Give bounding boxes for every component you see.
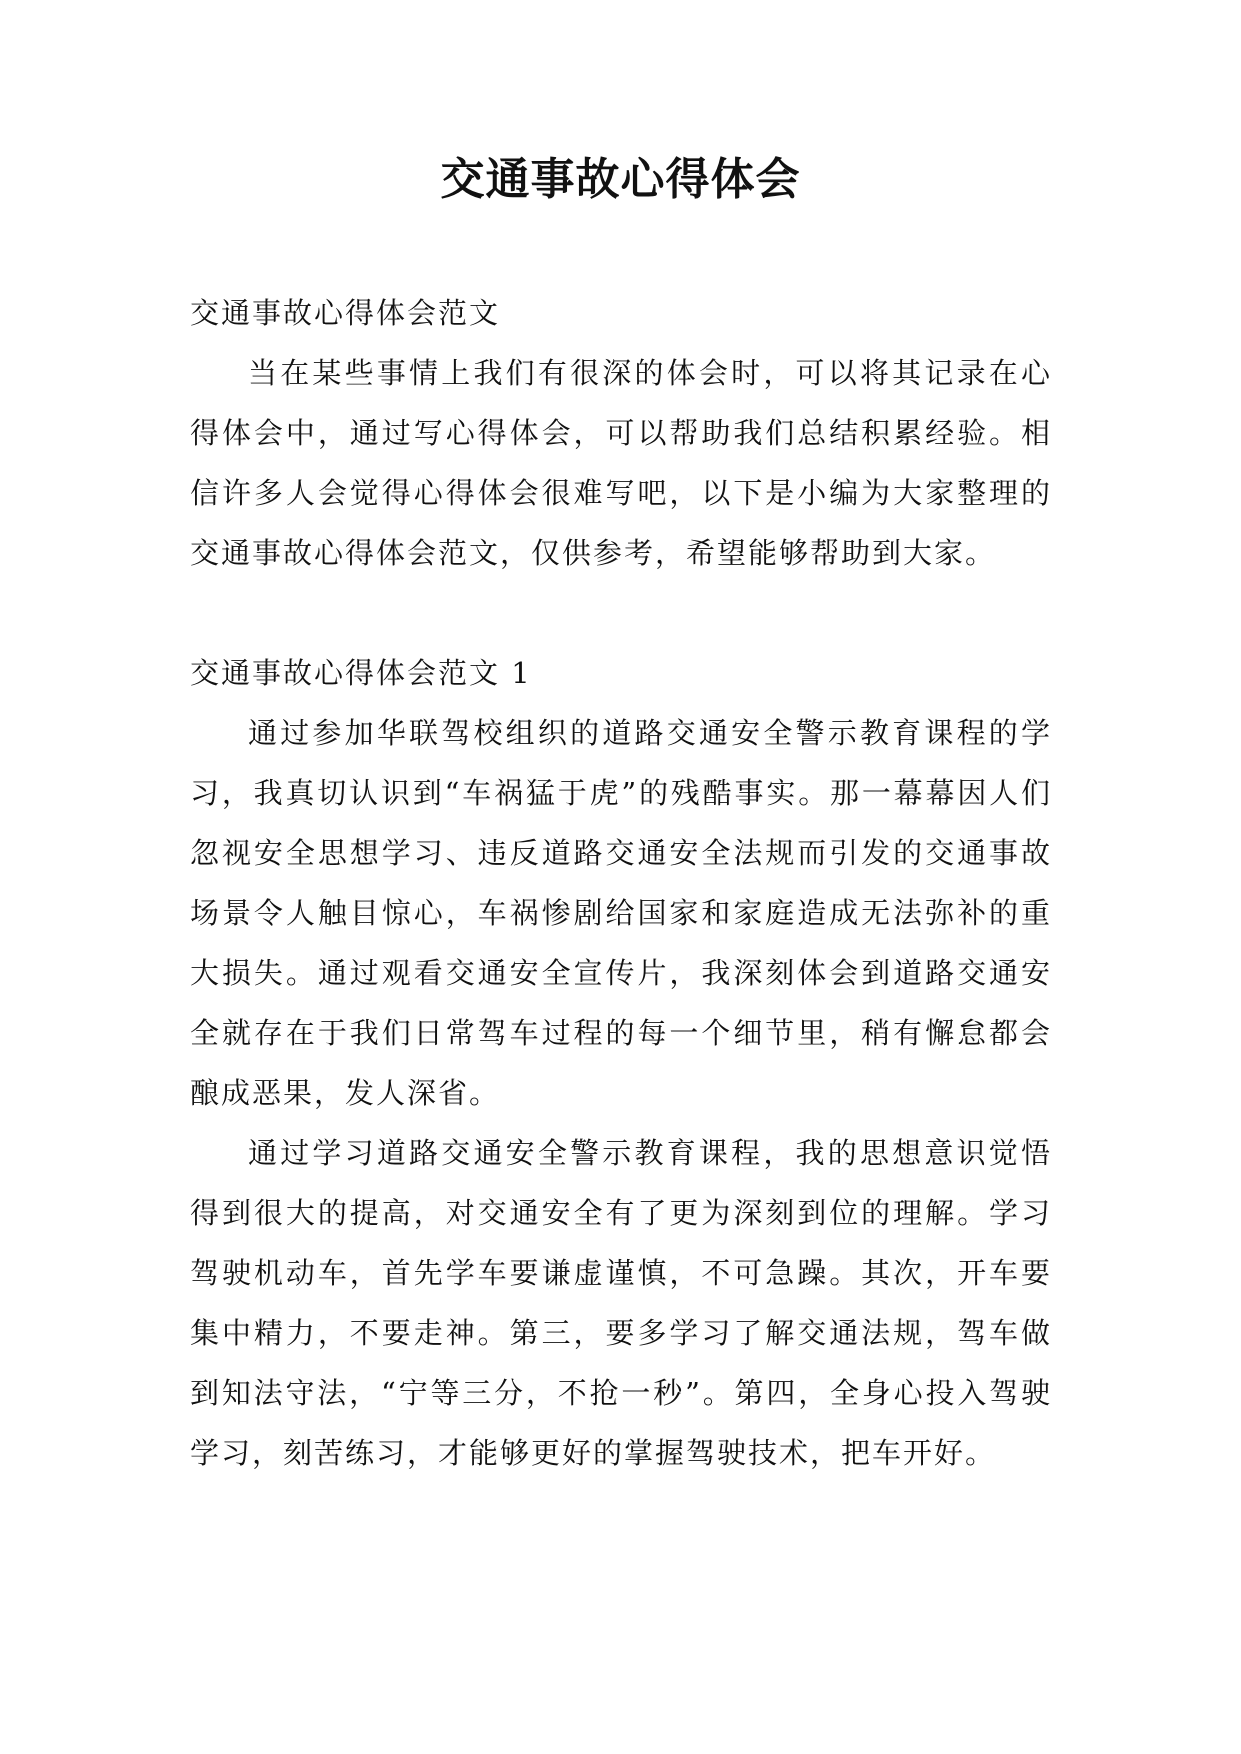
intro-heading: 交通事故心得体会范文 <box>190 296 501 330</box>
section1-paragraph-1: 通过参加华联驾校组织的道路交通安全警示教育课程的学习，我真切认识到“车祸猛于虎”的残酷事实。那一幕幕因人们忽视安全思想学习、违反道路交通安全法规而引发的交通事故场景令人触目惊心，车祸惨剧给国家和家庭造成无法弥补的重大损失。通过观看交通安全宣传片，我深刻体会到道路交通安全就存在于我们日常驾车过程的每一个细节里，稍有懈怠都会酿成恶果，发人深省。 <box>190 716 1052 1110</box>
section-spacer <box>190 583 1052 643</box>
section1-heading: 交通事故心得体会范文 1 <box>190 656 532 690</box>
document-body <box>190 283 1052 1483</box>
section1-paragraph-2: 通过学习道路交通安全警示教育课程，我的思想意识觉悟得到很大的提高，对交通安全有了更为深刻到位的理解。学习驾驶机动车，首先学车要谦虚谨慎，不可急躁。其次，开车要集中精力，不要走神。第三，要多学习了解交通法规，驾车做到知法守法，“宁等三分，不抢一秒”。第四，全身心投入驾驶学习，刻苦练习，才能够更好的掌握驾驶技术，把车开好。 <box>190 1136 1052 1470</box>
document-title: 交通事故心得体会 <box>440 154 801 205</box>
intro-paragraph: 当在某些事情上我们有很深的体会时，可以将其记录在心得体会中，通过写心得体会，可以帮助我们总结积累经验。相信许多人会觉得心得体会很难写吧，以下是小编为大家整理的交通事故心得体会范文，仅供参考，希望能够帮助到大家。 <box>190 356 1052 570</box>
